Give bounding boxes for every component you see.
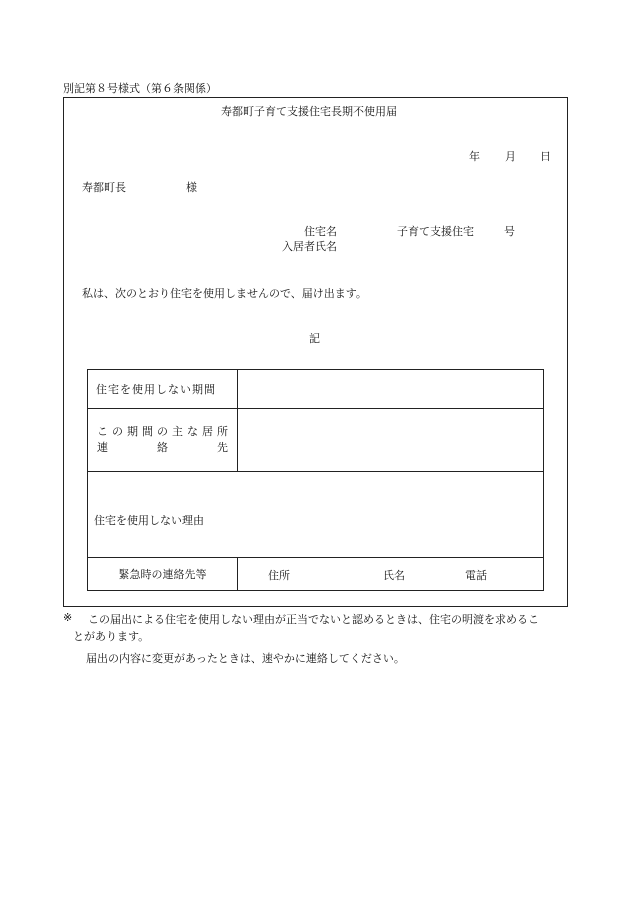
table-row bbox=[88, 409, 544, 472]
table-row bbox=[88, 472, 544, 558]
reason-label: 住宅を使用しない理由 bbox=[94, 513, 204, 527]
date-year: 年 bbox=[469, 150, 480, 163]
reason-cell[interactable] bbox=[88, 472, 544, 558]
details-table bbox=[87, 369, 544, 591]
emergency-value-cell[interactable] bbox=[238, 558, 544, 591]
residence-label-cell bbox=[88, 409, 238, 472]
ki-heading: 記 bbox=[309, 332, 320, 345]
period-label-cell bbox=[88, 370, 238, 409]
note-mark: ※ bbox=[63, 611, 73, 624]
statement-text: 私は、次のとおり住宅を使用しませんので、届け出ます。 bbox=[82, 287, 367, 300]
form-title: 寿都町子育て支援住宅長期不使用届 bbox=[221, 105, 397, 118]
residence-value-cell[interactable] bbox=[238, 409, 544, 472]
form-reference: 別記第８号様式（第６条関係） bbox=[63, 82, 217, 95]
address-label: 住所 bbox=[268, 569, 290, 582]
resident-name-label: 入居者氏名 bbox=[282, 240, 337, 253]
period-label: 住宅を使用しない期間 bbox=[96, 383, 216, 396]
table-row bbox=[88, 370, 544, 409]
note-line-3: 届出の内容に変更があったときは、速やかに連絡してください。 bbox=[86, 652, 405, 665]
date-month: 月 bbox=[505, 150, 516, 163]
date-day: 日 bbox=[540, 150, 551, 163]
emergency-label: 緊急時の連絡先等 bbox=[118, 568, 207, 581]
table-row bbox=[88, 558, 544, 591]
name-label: 氏名 bbox=[383, 569, 405, 582]
note-line-1: この届出による住宅を使用しない理由が正当でないと認めるときは、住宅の明渡を求めるこ bbox=[88, 613, 539, 626]
phone-label: 電話 bbox=[465, 569, 487, 582]
contact-label: 連 絡 先 bbox=[97, 441, 228, 454]
note-line-2: とがあります。 bbox=[73, 630, 150, 643]
house-name-label: 住宅名 bbox=[304, 225, 337, 238]
house-type: 子育て支援住宅 bbox=[397, 225, 474, 238]
residence-label: こ の 期 間 の 主 な 居 所 bbox=[97, 425, 228, 438]
period-value-cell[interactable] bbox=[238, 370, 544, 409]
emergency-label-cell bbox=[88, 558, 238, 591]
addressee-mayor: 寿都町長 bbox=[82, 181, 126, 194]
addressee-honorific: 様 bbox=[186, 181, 197, 194]
house-number-label: 号 bbox=[504, 225, 515, 238]
